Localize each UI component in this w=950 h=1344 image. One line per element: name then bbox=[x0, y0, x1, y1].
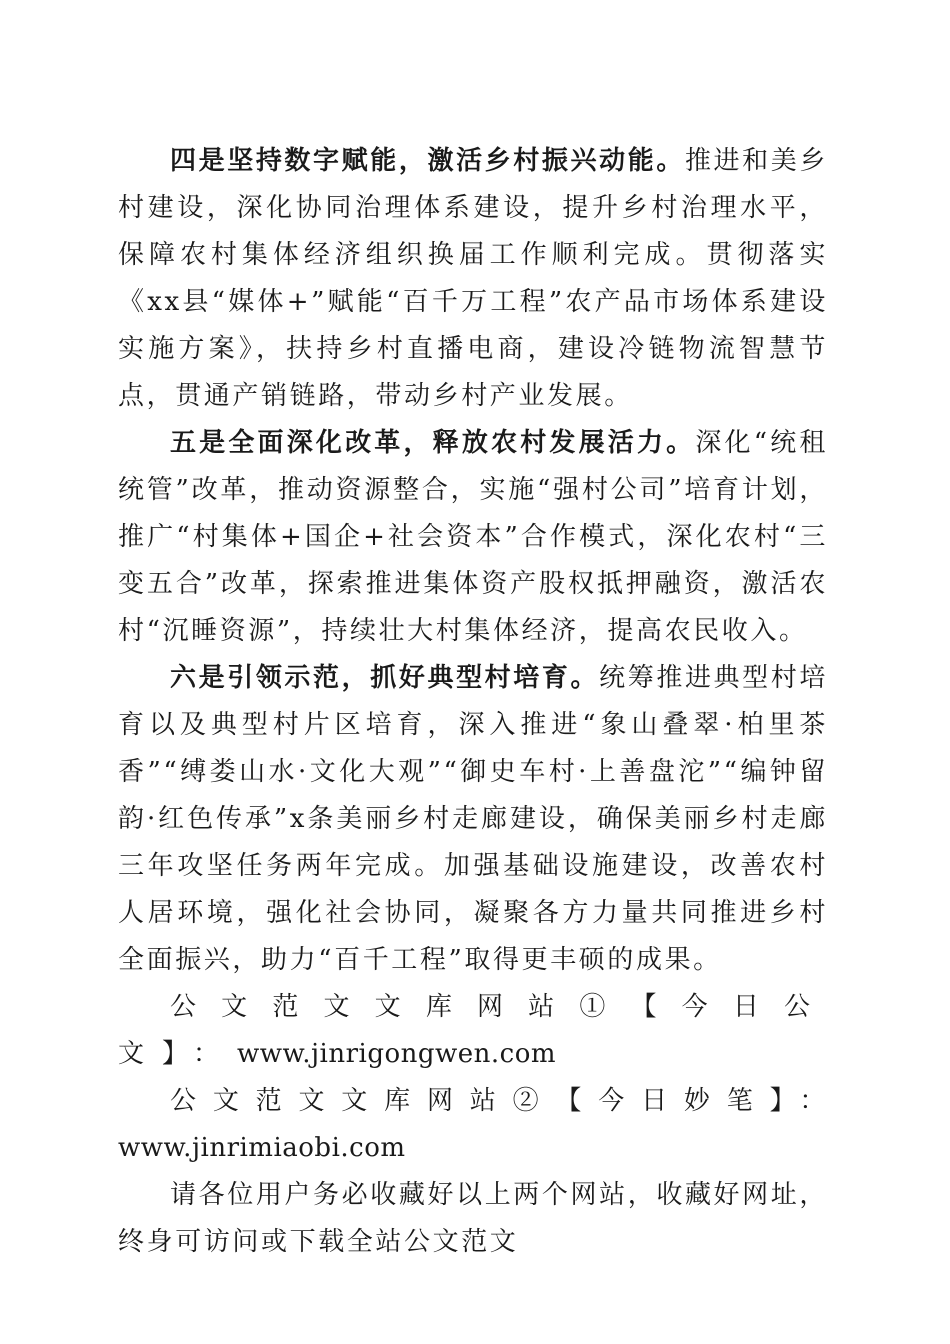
site1-url[interactable]: www.jinrigongwen.com bbox=[237, 1039, 557, 1069]
paragraph-model-villages bbox=[118, 655, 828, 984]
paragraph-body: 深化“统租统管”改革，推动资源整合，实施“强村公司”培育计划，推广“村集体+国企+社会资本”合作模式，深化农村“三变五合”改革，探索推进集体资产股权抵押融资，激活农村“沉睡资源”，持续壮大村集体经济，提高农民收入。 bbox=[118, 428, 828, 646]
footer-notice: 请各位用户务必收藏好以上两个网站，收藏好网址，终身可访问或下载全站公文范文 bbox=[118, 1180, 828, 1257]
paragraph-lead: 四是坚持数字赋能，激活乡村振兴动能。 bbox=[170, 146, 685, 176]
paragraph-digital-empowerment bbox=[118, 138, 828, 420]
paragraph-body: 统筹推进典型村培育以及典型村片区培育，深入推进“象山叠翠·柏里茶香”“缚娄山水·文化大观”“御史车村·上善盘沱”“编钟留韵·红色传承”x条美丽乡村走廊建设，确保美丽乡村走廊三年攻坚任务两年完成。加强基础设施建设，改善农村人居环境，强化社会协同，凝聚各方力量共同推进乡村全面振兴，助力“百千工程”取得更丰硕的成果。 bbox=[118, 663, 828, 975]
document-page bbox=[118, 138, 828, 1266]
site2-label: 公文范文文库网站②【今日妙笔】： bbox=[170, 1086, 828, 1116]
paragraph-body: 推进和美乡村建设，深化协同治理体系建设，提升乡村治理水平，保障农村集体经济组织换届工作顺利完成。贯彻落实《xx县“媒体+”赋能“百千万工程”农产品市场体系建设实施方案》，扶持乡村直播电商，建设冷链物流智慧节点，贯通产销链路，带动乡村产业发展。 bbox=[118, 146, 828, 411]
paragraph-deepen-reform bbox=[118, 420, 828, 655]
site2-url[interactable]: www.jinrimiaobi.com bbox=[118, 1133, 406, 1163]
paragraph-lead: 五是全面深化改革，释放农村发展活力。 bbox=[170, 428, 696, 458]
footer-site1 bbox=[118, 984, 828, 1078]
paragraph-lead: 六是引领示范，抓好典型村培育。 bbox=[170, 663, 600, 693]
site1-label: 公文范文文库网站①【今日公文】： bbox=[118, 992, 828, 1069]
footer-site2 bbox=[118, 1078, 828, 1172]
